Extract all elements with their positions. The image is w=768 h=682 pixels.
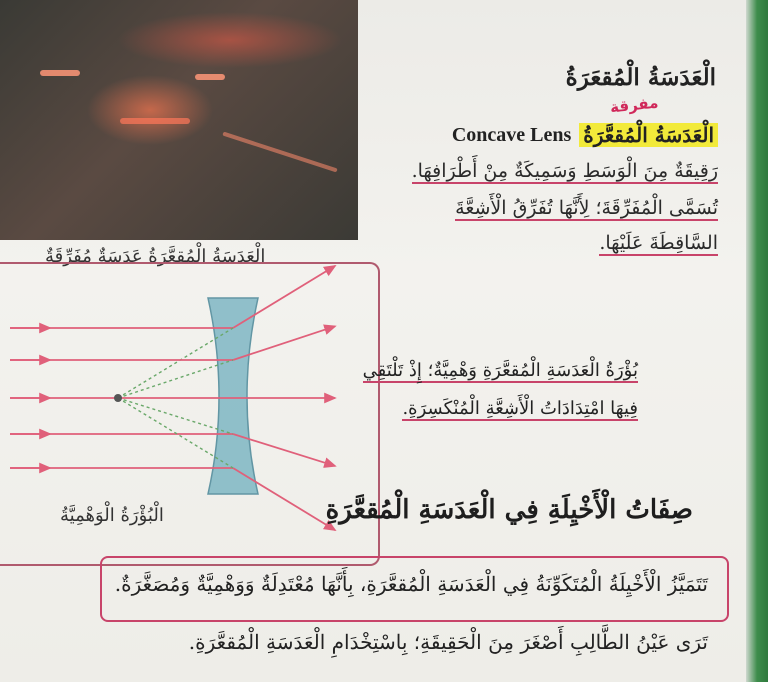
images-summary: تَتَمَيَّزُ الْأَخْيِلَةُ الْمُتَكَوِّنَةُ فِي الْعَدَسَةِ الْمُقعَّرَةِ، بِأَنَّهَا مُعْتَدِلَةٌ وَوَهْمِيَّةٌ وَمُصَغَّرَةٌ. bbox=[114, 572, 708, 596]
definition-line-2: تُسَمَّى الْمُفَرِّقَةَ؛ لِأَنَّهَا تُفَرِّقُ الْأَشِعَّةَ bbox=[455, 197, 718, 219]
term-english: Concave Lens bbox=[451, 123, 572, 146]
term-line bbox=[452, 123, 718, 147]
ray-extension bbox=[118, 360, 233, 398]
ray-extension bbox=[118, 398, 233, 468]
virtual-focus-point bbox=[114, 394, 122, 402]
example-sentence: تَرَى عَيْنُ الطَّالِبِ أَصْغَرَ مِنَ الْحَقِيقَةِ؛ بِاسْتِخْدَامِ الْعَدَسَةِ الْمُقعَّرَةِ. bbox=[188, 630, 708, 654]
focus-note-line-1: بُؤْرَةُ الْعَدَسَةِ الْمُقعَّرَةِ وَهْمِيَّةٌ؛ إِذْ تَلْتَقِي bbox=[362, 360, 638, 381]
definition-line-3: السَّاقِطَةَ عَلَيْهَا. bbox=[599, 232, 718, 254]
lens-photo bbox=[0, 0, 358, 240]
handwritten-note: مفرقة bbox=[608, 93, 659, 117]
page-edge bbox=[746, 0, 768, 682]
virtual-focus-label: الْبُؤْرَةُ الْوَهْمِيَّةُ bbox=[60, 505, 164, 526]
focus-note-line-2: فِيهَا امْتِدَادَاتُ الْأَشِعَّةِ الْمُنْكَسِرَةِ. bbox=[402, 398, 638, 419]
lens-diagram bbox=[0, 262, 380, 562]
ray-extension bbox=[118, 398, 233, 434]
refracted-ray bbox=[233, 468, 335, 530]
term-arabic: الْعَدَسَةُ الْمُقعَّرَةُ bbox=[579, 123, 718, 147]
refracted-ray bbox=[233, 266, 335, 328]
section-heading: الْعَدَسَةُ الْمُقعَرَةُ bbox=[565, 64, 716, 91]
images-section-title: صِفَاتُ الْأَخْيِلَةِ فِي الْعَدَسَةِ الْمُقعَّرَةِ bbox=[325, 495, 693, 525]
ray-extension bbox=[118, 328, 233, 398]
diagram-title: الْعَدَسَةُ الْمُقعَّرَةُ عَدَسَةٌ مُفَرِّقَةٌ bbox=[45, 246, 266, 267]
definition-line-1: رَقِيقَةٌ مِنَ الْوَسَطِ وَسَمِيكَةٌ مِنْ أَطْرَافِهَا. bbox=[411, 160, 718, 182]
